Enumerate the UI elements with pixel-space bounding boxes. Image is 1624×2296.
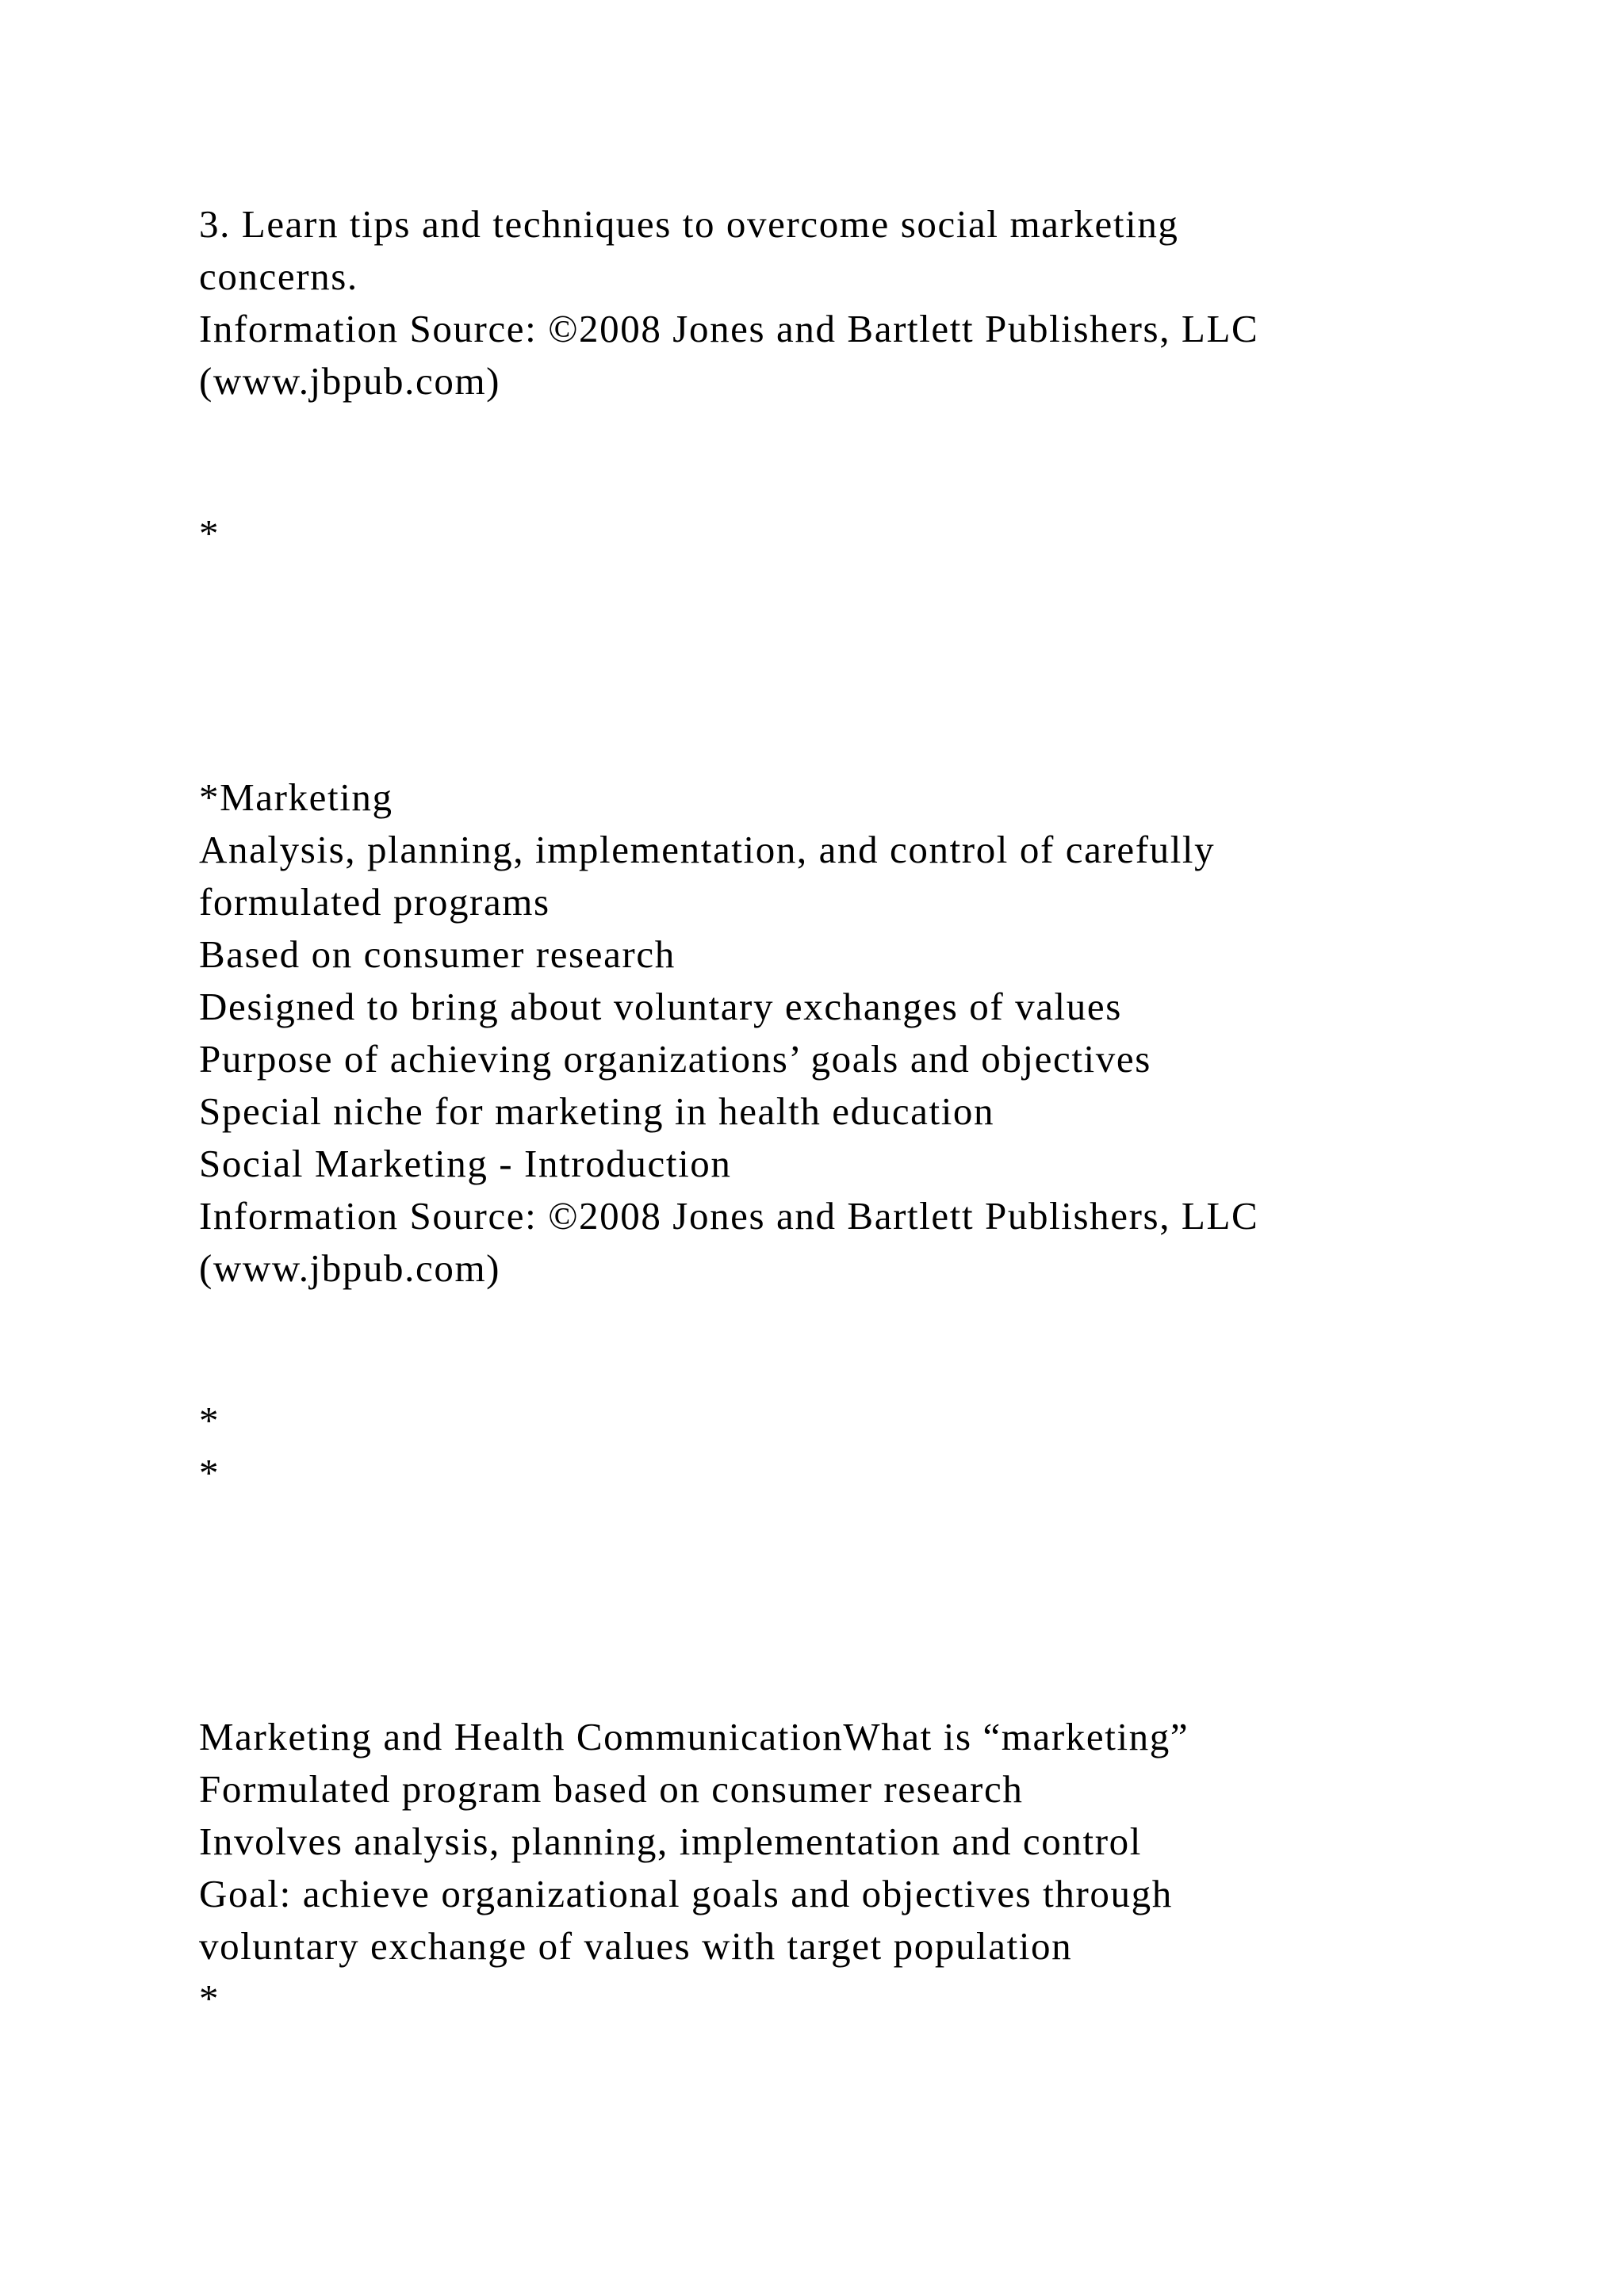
source-citation: Information Source: ©2008 Jones and Bartlett Publishers, LLC [199, 1194, 1259, 1238]
section-heading: Marketing and Health CommunicationWhat is “marketing” [199, 1715, 1189, 1758]
asterisk-marker: * [199, 1451, 220, 1494]
text-line: Purpose of achieving organizations’ goals and objectives [199, 1037, 1151, 1081]
health-communication-block [199, 1711, 1547, 2025]
slide-separator [199, 1395, 1547, 1499]
text-line: concerns. [199, 254, 358, 298]
source-url: (www.jbpub.com) [199, 1246, 501, 1290]
text-line: Formulated program based on consumer research [199, 1767, 1024, 1811]
source-url: (www.jbpub.com) [199, 359, 501, 403]
asterisk-marker: * [199, 1976, 220, 2020]
marketing-definition-block [199, 771, 1547, 1295]
text-line: voluntary exchange of values with target population [199, 1924, 1073, 1968]
asterisk-marker: * [199, 511, 220, 555]
text-line: Based on consumer research [199, 932, 676, 976]
text-line: Involves analysis, planning, implementation and control [199, 1820, 1142, 1863]
source-citation: Information Source: ©2008 Jones and Bartlett Publishers, LLC [199, 307, 1259, 350]
section-heading: *Marketing [199, 775, 393, 819]
text-line: 3. Learn tips and techniques to overcome social marketing [199, 202, 1179, 246]
text-line: Analysis, planning, implementation, and control of carefully [199, 828, 1216, 871]
slide-title: Social Marketing - Introduction [199, 1142, 732, 1185]
text-line: Goal: achieve organizational goals and objectives through [199, 1872, 1173, 1915]
asterisk-marker: * [199, 1399, 220, 1442]
text-line: Special niche for marketing in health education [199, 1089, 995, 1133]
slide-separator [199, 507, 1547, 560]
objective-block [199, 198, 1547, 408]
text-line: Designed to bring about voluntary exchanges of values [199, 985, 1122, 1028]
text-line: formulated programs [199, 880, 550, 924]
